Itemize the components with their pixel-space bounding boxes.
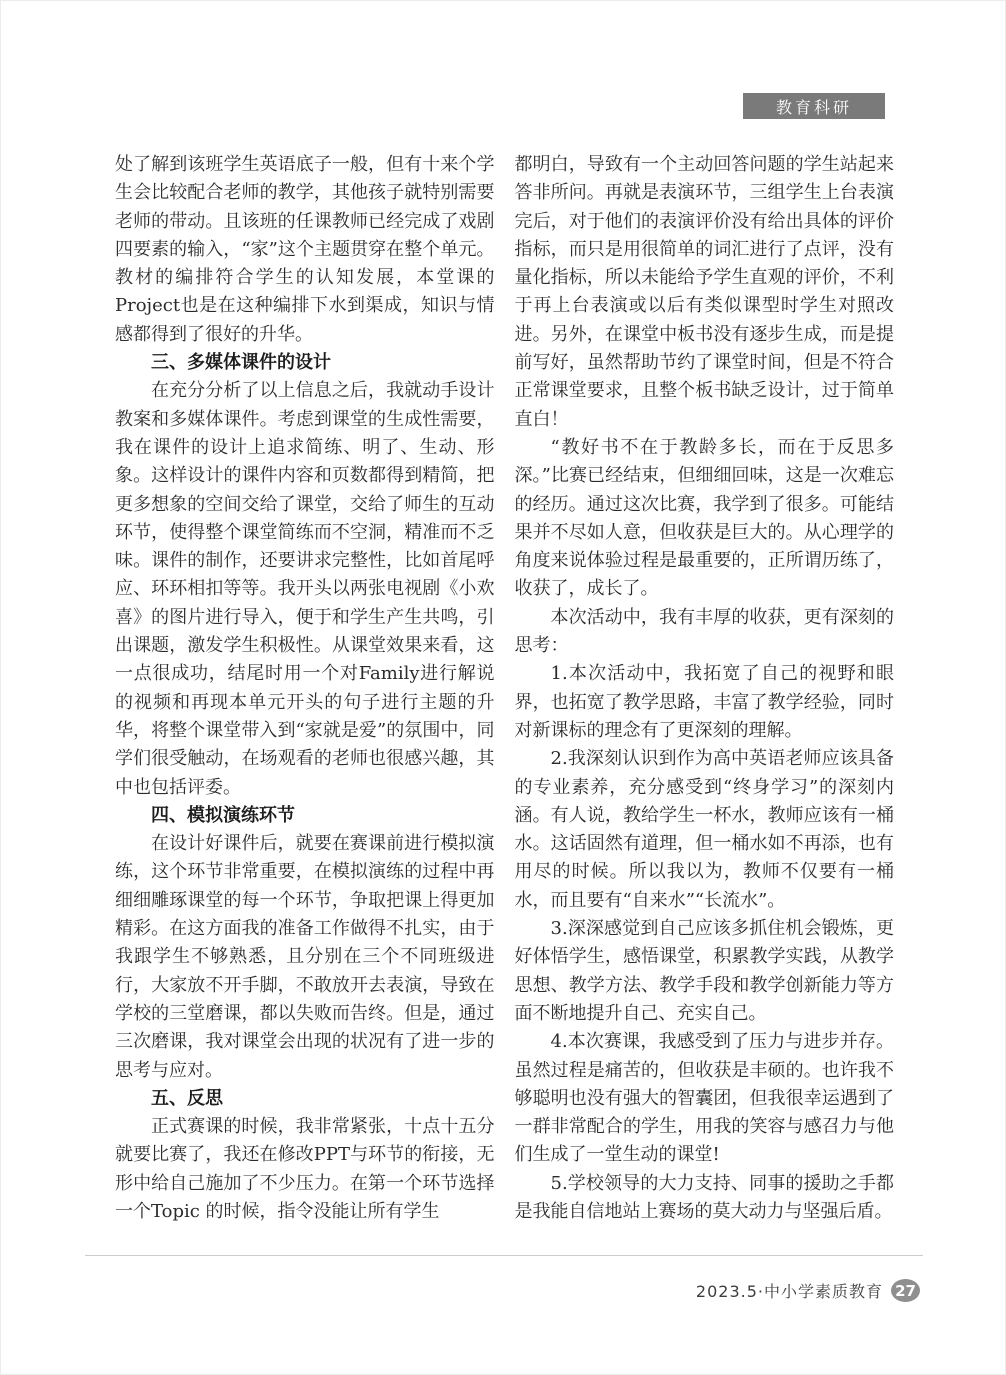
page-footer xyxy=(115,1279,920,1302)
left-column xyxy=(115,151,495,1226)
body-paragraph: 正式赛课的时候，我非常紧张，十点十五分就要比赛了，我还在修改PPT与环节的衔接，无形中给自己施加了不少压力。在第一个环节选择一个Topic 的时候，指令没能让所有学生 xyxy=(115,1116,495,1222)
body-paragraph: 1.本次活动中，我拓宽了自己的视野和眼界，也拓宽了教学思路，丰富了教学经验，同时对新课标的理念有了更深刻的理解。 xyxy=(514,663,894,741)
body-paragraph: 本次活动中，我有丰厚的收获，更有深刻的思考： xyxy=(514,606,894,657)
body-paragraph: 都明白，导致有一个主动回答问题的学生站起来答非所问。再就是表演环节，三组学生上台表演完后，对于他们的表演评价没有给出具体的评价指标，而只是用很简单的词汇进行了点评，没有量化指标，所以未能给予学生直观的评价，不利于再上台表演或以后有类似课型时学生对照改进。另外，在课堂中板书没有逐步生成，而是提前写好，虽然帮助节约了课堂时间，但是不符合正常课堂要求，且整个板书缺乏设计，过于简单直白！ xyxy=(514,154,894,430)
body-paragraph: 4.本次赛课，我感受到了压力与进步并存。虽然过程是痛苦的，但收获是丰硕的。也许我不够聪明也没有强大的智囊团，但我很幸运遇到了一群非常配合的学生，用我的笑容与感召力与他们生成了一堂生动的课堂! xyxy=(514,1031,894,1166)
footer-divider xyxy=(85,1255,923,1256)
right-column xyxy=(515,151,895,1226)
section-heading: 五、反思 xyxy=(151,1087,223,1109)
body-paragraph: 在设计好课件后，就要在赛课前进行模拟演练，这个环节非常重要，在模拟演练的过程中再细细雕琢课堂的每一个环节，争取把课上得更加精彩。在这方面我的准备工作做得不扎实，由于我跟学生不够熟悉，且分别在三个不同班级进行，大家放不开手脚，不敢放开去表演，导致在学校的三堂磨课，都以失败而告终。但是，通过三次磨课，我对课堂会出现的状况有了进一步的思考与应对。 xyxy=(115,833,495,1081)
section-tag: 教育科研 xyxy=(743,93,885,119)
section-heading: 三、多媒体课件的设计 xyxy=(151,352,331,374)
body-paragraph: 3.深深感觉到自己应该多抓住机会锻炼，更好体悟学生，感悟课堂，积累教学实践，从教学思想、教学方法、教学手段和教学创新能力等方面不断地提升自己、充实自己。 xyxy=(514,918,894,1024)
body-paragraph: 5.学校领导的大力支持、同事的援助之手都是我能自信地站上赛场的莫大动力与坚强后盾。 xyxy=(514,1172,894,1222)
article-body xyxy=(115,151,894,1226)
body-paragraph: 处了解到该班学生英语底子一般，但有十来个学生会比较配合老师的教学，其他孩子就特别需要老师的带动。且该班的任课教师已经完成了戏剧四要素的输入，“家”这个主题贯穿在整个单元。教材的编排符合学生的认知发展，本堂课的Project也是在这种编排下水到渠成，知识与情感都得到了很好的升华。 xyxy=(115,154,495,345)
section-heading: 四、模拟演练环节 xyxy=(151,804,295,826)
page-number-badge: 27 xyxy=(891,1279,920,1302)
journal-issue-label: 2023.5·中小学素质教育 xyxy=(695,1282,883,1301)
body-paragraph: 2.我深刻认识到作为高中英语老师应该具备的专业素养，充分感受到“终身学习”的深刻内涵。有人说，教给学生一杯水，教师应该有一桶水。这话固然有道理，但一桶水如不再添，也有用尽的时候。所以我以为，教师不仅要有一桶水，而且要有“自来水”“长流水”。 xyxy=(514,748,894,911)
body-paragraph: 在充分分析了以上信息之后，我就动手设计教案和多媒体课件。考虑到课堂的生成性需要，我在课件的设计上追求简练、明了、生动、形象。这样设计的课件内容和页数都得到精简，把更多想象的空间交给了课堂，交给了师生的互动环节，使得整个课堂简练而不空洞，精准而不乏味。课件的制作，还要讲求完整性，比如首尾呼应、环环相扣等等。我开头以两张电视剧《小欢喜》的图片进行导入，便于和学生产生共鸣，引出课题，激发学生积极性。从课堂效果来看，这一点很成功，结尾时用一个对Family进行解说的视频和再现本单元开头的句子进行主题的升华，将整个课堂带入到“家就是爱”的氛围中，同学们很受触动，在场观看的老师也很感兴趣，其中也包括评委。 xyxy=(115,380,495,798)
body-paragraph: “教好书不在于教龄多长，而在于反思多深。”比赛已经结束，但细细回味，这是一次难忘的经历。通过这次比赛，我学到了很多。可能结果并不尽如人意，但收获是巨大的。从心理学的角度来说体验过程是最重要的，正所谓历练了，收获了，成长了。 xyxy=(514,436,894,600)
